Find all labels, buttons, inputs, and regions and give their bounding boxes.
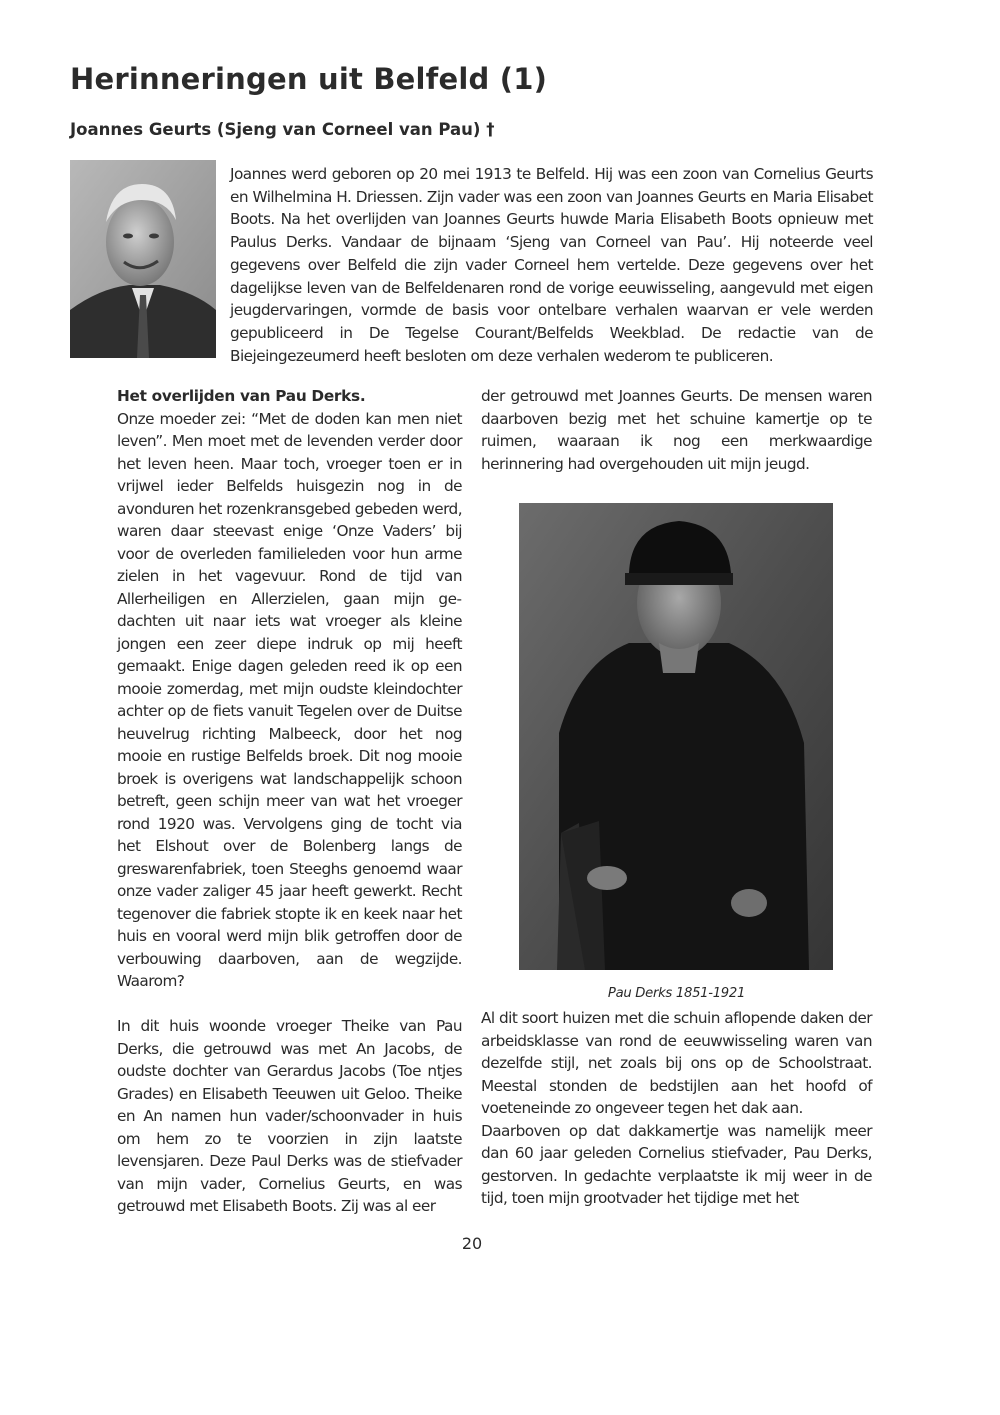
intro-paragraph: Joannes werd geboren op 20 mei 1913 te Belfeld. Hij was een zoon van Cornelius Geurts en Wilhelmina H. Driessen. Zijn vader was een zoon van Joannes Geurts en Maria Elisabet Boots. Na het overlijden van Joannes Geurts huwde Maria Elisabeth Boots opnieuw met Paulus Derks. Vandaar de bijnaam ‘Sjeng van Corneel van Pau’. Hij noteerde veel gegevens over Belfeld die zijn vader Corneel hem vertelde. Deze gegevens over het dagelijkse leven van de Belfeldenaren rond de vorige eeuwisseling, aangevuld met eigen jeugdervaringen, vormde de basis voor ontelbare verhalen waarvan er vele werden gepubliceerd in De Tegelse Courant/Belfelds Weekblad. De redactie van de Biejeingezeumerd heeft besloten om deze verhalen wederom te publiceren. bbox=[230, 165, 873, 365]
article-paragraph: Onze moeder zei: “Met de doden kan men niet leven”. Men moet met de levenden verder door het leven heen. Maar toch, vroeger toen er in vrijwel ieder Belfelds huisgezin nog in de avonduren het rozenkransgebed gebeden werd, waren daar steevast enige ‘Onze Vaders’ bij voor de overleden familieleden voor hun arme zielen in het vagevuur. Rond de tijd van Allerheiligen en Allerzielen, gaan mijn gedachten uit naar iets wat vroeger als kleine jongen een zeer diepe indruk op mij heeft gemaakt. Enige dagen geleden reed ik op een mooie zomerdag, met mijn oudste kleindochter achter op de fiets vanuit Tegelen over de Duitse heuvelrug richting Malbeeck, door het nog mooie en rustige Belfelds broek. Dit nog mooie broek is overigens wat landschappelijk schoon betreft, geen schijn meer van wat het vroeger rond 1920 was. Vervolgens ging de tocht via het Elshout over de Bolenberg langs de greswarenfabriek, toen Steeghs genoemd waar onze vader zaliger 45 jaar heeft gewerkt. Recht tegenover die fabriek stopte ik en keek naar het huis en vooral werd mijn blik getroffen door de verbouwing daarboven, aan de wegzijde. Waarom? bbox=[117, 409, 463, 990]
article-column-right-top bbox=[481, 385, 872, 475]
page-number: 20 bbox=[461, 1234, 483, 1253]
article-paragraph: Daarboven op dat dakkamertje was namelijk meer dan 60 jaar geleden Cornelius stiefvader, Pau Derks, gestorven. In gedachte verplaatste ik mij weer in de tijd, toen mijn grootvader het tijdige met het bbox=[481, 1121, 872, 1207]
intro-biography bbox=[230, 163, 873, 367]
photo-caption: Pau Derks 1851-1921 bbox=[607, 986, 746, 1001]
article-paragraph: Al dit soort huizen met die schuin aflopende daken der arbeidsklasse van rond de eeuwwisseling waren van dezelfde stijl, net zoals bij ons op de Schoolstraat. Meestal stonden de bedstijlen aan het hoofd of voeteneinde zo ongeveer tegen het dak aan. bbox=[481, 1009, 872, 1117]
paragraph-spacer bbox=[117, 993, 462, 1016]
page-subtitle: Joannes Geurts (Sjeng van Corneel van Pau) † bbox=[70, 120, 495, 139]
article-paragraph: In dit huis woonde vroeger Theike van Pau Derks, die getrouwd was met An Jacobs, de oudste dochter van Gerardus Jacobs (Toe ntjes Grades) en Elisabeth Teeuwen uit Geloo. Theike en An namen hun vader/schoonvader in huis om hem zo te voorzien in zijn laatste levensjaren. Deze Paul Derks was de stiefvader van mijn vader, Cornelius Geurts, en was getrouwd met Elisabeth Boots. Zij was al eer bbox=[117, 1017, 462, 1215]
article-column-left bbox=[117, 385, 462, 1218]
article-column-right-bottom bbox=[481, 1007, 872, 1210]
portrait-photo-pau-derks bbox=[519, 503, 833, 970]
page-title: Herinneringen uit Belfeld (1) bbox=[70, 62, 548, 96]
section-heading: Het overlijden van Pau Derks. bbox=[117, 387, 366, 405]
article-paragraph: der getrouwd met Joannes Geurts. De mensen waren daarboven bezig met het schuine kamertje op te ruimen, waaraan ik nog een merkwaardige herinnering had overgehouden uit mijn jeugd. bbox=[481, 387, 872, 473]
portrait-photo-joannes-geurts bbox=[70, 160, 216, 358]
